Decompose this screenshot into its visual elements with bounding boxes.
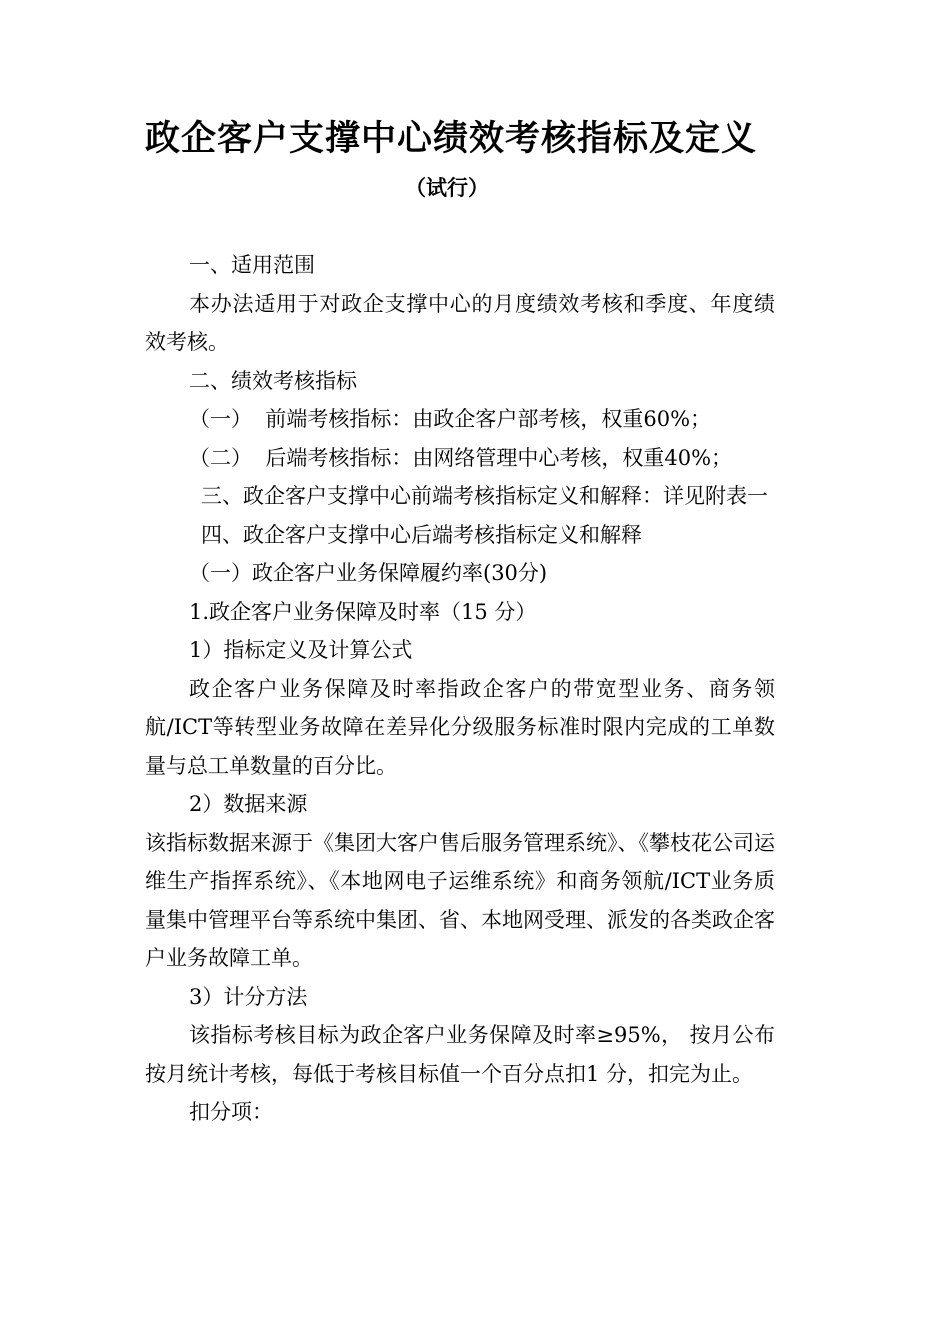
section-heading-front-end-definition: 三、政企客户支撑中心前端考核指标定义和解释：详见附表一 <box>201 484 768 508</box>
scoring-method-paragraph: 该指标考核目标为政企客户业务保障及时率≥95%， 按月公布按月统计考核，每低于考核目标值一个百分点扣1 分，扣完为止。 <box>145 1023 775 1086</box>
document-title: 政企客户支撑中心绩效考核指标及定义 <box>145 118 758 159</box>
deduction-items-label: 扣分项： <box>189 1100 273 1124</box>
data-source-paragraph: 该指标数据来源于《集团大客户售后服务管理系统》、《攀枝花公司运维生产指挥系统》、《本地网电子运维系统》和商务领航/ICT业务质量集中管理平台等系统中集团、省、本地网受理、派发的各类政企客户业务故障工单。 <box>145 830 775 970</box>
item-heading-scoring-method: 3）计分方法 <box>189 984 308 1009</box>
back-end-indicator-item: （二） 后端考核指标：由网络管理中心考核，权重40%； <box>189 445 733 470</box>
scope-paragraph: 本办法适用于对政企支撑中心的月度绩效考核和季度、年度绩效考核。 <box>145 291 775 354</box>
document-body <box>145 246 775 1132</box>
definition-paragraph: 政企客户业务保障及时率指政企客户的带宽型业务、商务领航/ICT等转型业务故障在差异化分级服务标准时限内完成的工单数量与总工单数量的百分比。 <box>145 676 775 778</box>
item-heading-timeliness-rate: 1.政企客户业务保障及时率（15 分） <box>189 599 537 624</box>
document-subtitle: （试行） <box>405 175 489 200</box>
subsection-heading-fulfillment-rate: （一）政企客户业务保障履约率(30分) <box>189 561 548 585</box>
item-heading-definition-formula: 1）指标定义及计算公式 <box>189 638 413 662</box>
front-end-indicator-item: （一） 前端考核指标：由政企客户部考核，权重60%； <box>189 407 712 431</box>
section-heading-scope: 一、适用范围 <box>189 253 315 277</box>
item-heading-data-source: 2）数据来源 <box>189 792 308 816</box>
section-heading-indicators: 二、绩效考核指标 <box>189 368 357 393</box>
section-heading-back-end-definition: 四、政企客户支撑中心后端考核指标定义和解释 <box>201 522 642 547</box>
